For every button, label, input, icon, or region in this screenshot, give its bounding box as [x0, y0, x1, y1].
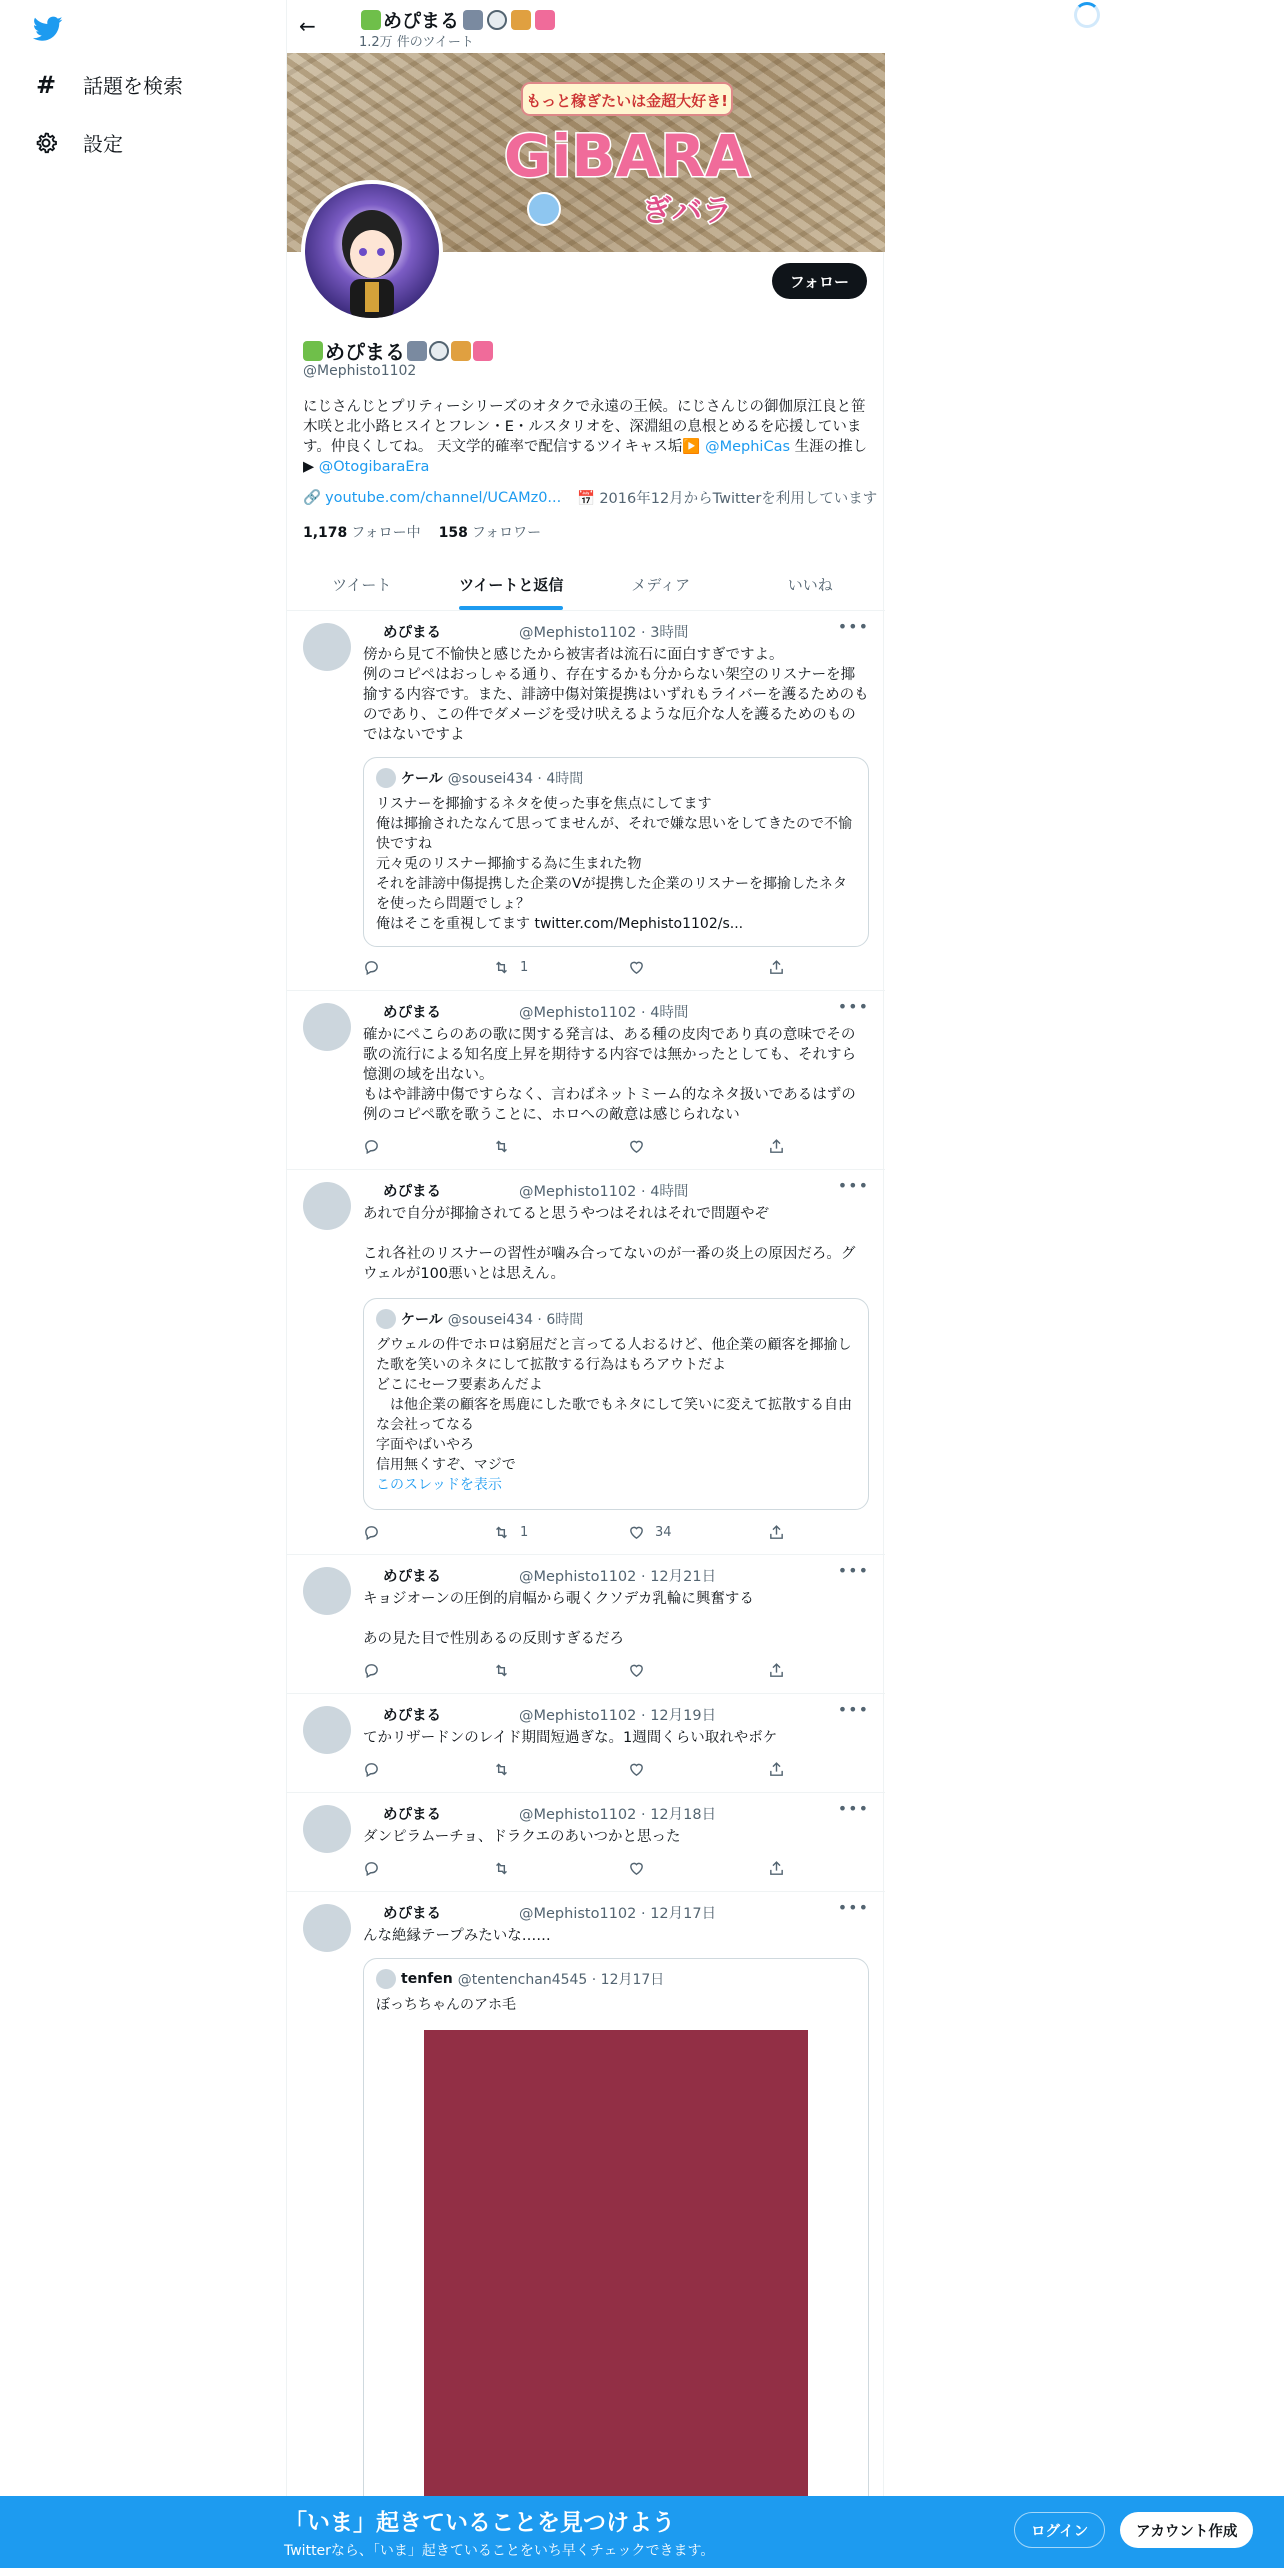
tweet-author-name[interactable]: めぴまる — [383, 1184, 441, 1200]
tweet-meta[interactable]: @Mephisto1102 · 3時間 — [519, 625, 689, 641]
sidebar-item-label: 設定 — [83, 132, 123, 156]
tweet-header — [383, 1180, 863, 1201]
followers-link[interactable] — [439, 522, 542, 542]
like-button[interactable] — [628, 1860, 655, 1877]
heart-icon — [628, 959, 645, 976]
gear-icon — [33, 130, 59, 156]
bio-text: にじさんじとプリティーシリーズのオタクで永遠の王候。にじさんじの御伽原江良と笹木咲と北小路ヒスイとフレン・E・ルスタリオを、深淵組の息根とめるを応援しています。仲良くしてね。 天文学的確率で配信するツイキャス垢▶️ — [303, 399, 866, 455]
tweet-actions — [363, 959, 823, 979]
svg-text:ぎバラ: ぎバラ — [642, 194, 732, 229]
tweet-author-name[interactable]: めぴまる — [383, 1005, 441, 1021]
sidebar-item-explore[interactable] — [33, 70, 183, 99]
tweet-author-name[interactable]: めぴまる — [383, 1708, 441, 1724]
quoted-tweet-header — [376, 768, 583, 788]
share-icon — [768, 1138, 785, 1155]
more-options-icon[interactable]: ••• — [837, 617, 869, 636]
flags-emoji-icon — [511, 10, 531, 30]
tweet[interactable] — [287, 611, 885, 991]
retweet-button[interactable] — [493, 1761, 520, 1778]
quoted-author-name: ケール — [401, 771, 443, 787]
floppy-emoji-icon — [463, 10, 483, 30]
signup-prompt-subtitle: Twitterなら、「いま」起きていることをいち早くチェックできます。 — [284, 2543, 715, 2559]
sidebar-item-label: 話題を検索 — [83, 74, 183, 98]
more-options-icon[interactable]: ••• — [837, 1799, 869, 1818]
quoted-meta: @tentenchan4545 · 12月17日 — [457, 1972, 665, 1988]
like-button[interactable] — [628, 1524, 672, 1541]
tweet-avatar[interactable] — [303, 1003, 351, 1051]
follow-button[interactable]: フォロー — [772, 263, 867, 299]
follow-stats — [303, 522, 541, 542]
more-options-icon[interactable]: ••• — [837, 1898, 869, 1917]
tweet-header — [383, 621, 863, 642]
bio-link-mephicas[interactable]: @MephiCas — [705, 439, 791, 455]
reply-button[interactable] — [363, 1524, 380, 1541]
profile-tabs — [287, 558, 885, 611]
quoted-avatar — [376, 768, 396, 788]
twitter-logo-icon[interactable] — [33, 16, 63, 42]
reply-button[interactable] — [363, 959, 380, 976]
signup-prompt-bar — [0, 2496, 1284, 2568]
retweet-button[interactable] — [493, 1524, 528, 1541]
retweet-icon — [493, 1138, 510, 1155]
tweet-header — [383, 1565, 863, 1586]
sparkle-emoji-icon — [303, 341, 323, 361]
reply-icon — [363, 1860, 380, 1877]
retweet-button[interactable] — [493, 1662, 520, 1679]
retweet-button[interactable] — [493, 959, 528, 976]
share-icon — [768, 1761, 785, 1778]
quoted-author-name: tenfen — [401, 1971, 453, 1987]
tweet[interactable] — [287, 1170, 885, 1555]
share-icon — [768, 1662, 785, 1679]
tweet[interactable] — [287, 991, 885, 1170]
tweet-text: あれで自分が揶揄されてると思うやつはそれはそれで問題やぞ これ各社のリスナーの習性が噛み合ってないのが一番の炎上の原因だろ。グウェルが100悪いとは思えん。 — [363, 1206, 856, 1282]
like-count: 34 — [655, 1525, 672, 1540]
reply-button[interactable] — [363, 1860, 380, 1877]
profile-handle: @Mephisto1102 — [303, 363, 417, 379]
hashtag-icon: # — [35, 70, 57, 99]
quoted-avatar — [376, 1969, 396, 1989]
quoted-tweet-text: ぼっちちゃんのアホ毛 — [376, 1997, 516, 2013]
retweet-icon — [493, 1860, 510, 1877]
profile-avatar[interactable] — [301, 180, 443, 322]
heart-icon — [628, 1860, 645, 1877]
more-options-icon[interactable]: ••• — [837, 1561, 869, 1580]
tweet-text: ダンピラムーチョ、ドラクエのあいつかと思った — [363, 1829, 681, 1845]
retweet-count: 1 — [520, 960, 529, 975]
tweet-author-name[interactable]: めぴまる — [383, 1807, 441, 1823]
website-item — [303, 489, 561, 506]
tweet[interactable] — [287, 1892, 885, 2568]
heart-icon — [628, 1662, 645, 1679]
tweet-avatar[interactable] — [303, 1706, 351, 1754]
tweet-header — [383, 1803, 863, 1824]
heart-icon — [628, 1761, 645, 1778]
tweet-actions — [363, 1138, 823, 1158]
tweet-header — [383, 1704, 863, 1725]
header-title-text: めぴまる — [383, 10, 460, 32]
tweet-author-name[interactable]: めぴまる — [383, 1569, 441, 1585]
quoted-author-name: ケール — [401, 1312, 443, 1328]
profile-meta — [303, 487, 877, 508]
clock-emoji-icon — [487, 10, 507, 30]
tweet-text: キョジオーンの圧倒的肩幅から覗くクソデカ乳輪に興奮する あの見た目で性別あるの反則すぎるだろ — [363, 1591, 754, 1647]
tweet-actions — [363, 1524, 823, 1544]
carousel-emoji-icon — [535, 10, 555, 30]
tweet-meta[interactable]: @Mephisto1102 · 12月21日 — [519, 1569, 717, 1585]
tweet-actions — [363, 1860, 823, 1880]
retweet-icon — [493, 959, 510, 976]
quoted-link[interactable]: twitter.com/Mephisto1102/s... — [534, 916, 744, 932]
like-button[interactable] — [628, 1138, 655, 1155]
share-button[interactable] — [768, 959, 785, 976]
main-column — [286, 0, 884, 2568]
sparkle-emoji-icon — [361, 10, 381, 30]
following-label: フォロー中 — [351, 525, 421, 541]
retweet-icon — [493, 1761, 510, 1778]
tab-tweets[interactable]: ツイート — [332, 575, 392, 594]
tweet-avatar[interactable] — [303, 1805, 351, 1853]
header-title — [359, 6, 555, 33]
website-link[interactable]: youtube.com/channel/UCAMz0... — [325, 490, 562, 506]
tweet-header — [383, 1902, 863, 1923]
calendar-icon: 📅 — [577, 491, 596, 507]
tweet-meta[interactable]: @Mephisto1102 · 12月19日 — [519, 1708, 717, 1724]
like-button[interactable] — [628, 1662, 655, 1679]
login-button[interactable]: ログイン — [1014, 2512, 1105, 2548]
tweet-avatar[interactable] — [303, 1182, 351, 1230]
tweet-count: 1.2万 件のツイート — [359, 35, 474, 50]
share-button[interactable] — [768, 1761, 785, 1778]
floppy-emoji-icon — [407, 341, 427, 361]
signup-prompt-title: 「いま」起きていることを見つけよう — [284, 2510, 675, 2536]
followers-label: フォロワー — [471, 525, 542, 541]
retweet-count: 1 — [520, 1525, 529, 1540]
gibara-logo — [482, 71, 752, 241]
quoted-tweet-header — [376, 1969, 664, 1989]
share-button[interactable] — [768, 1138, 785, 1155]
quoted-tweet[interactable] — [363, 1958, 869, 2568]
carousel-emoji-icon — [473, 341, 493, 361]
quoted-media-image[interactable] — [424, 2030, 808, 2500]
share-icon — [768, 959, 785, 976]
tweet-text: 傍から見て不愉快と感じたから被害者は流石に面白すぎですよ。 例のコピペはおっしゃる通り、存在するかも分からない架空のリスナーを揶揄する内容です。また、誹謗中傷対策提携はいずれもライバーを護るためのものであり、この件でダメージを受け吠えるような厄介な人を護るためのものではないですよ — [363, 647, 869, 743]
share-icon — [768, 1524, 785, 1541]
tweet[interactable] — [287, 1694, 885, 1793]
quoted-tweet[interactable] — [363, 1298, 869, 1510]
svg-text:GiBARA: GiBARA — [503, 122, 751, 190]
heart-icon — [628, 1138, 645, 1155]
quoted-tweet[interactable] — [363, 757, 869, 947]
sidebar-item-settings[interactable] — [33, 128, 123, 157]
tweet-text: 確かにぺこらのあの歌に関する発言は、ある種の皮肉であり真の意味でその歌の流行による知名度上昇を期待する内容では無かったとしても、それすら憶測の域を出ない。 もはや誹謗中傷ですらなく、言わばネットミーム的なネタ扱いであるはずの例のコピペ歌を歌うことに、ホロへの敵意は感じられない — [363, 1027, 856, 1123]
tweet-text: んな絶縁テープみたいな…… — [363, 1928, 551, 1944]
profile-name-text: めぴまる — [325, 340, 405, 364]
tweet-avatar[interactable] — [303, 623, 351, 671]
quoted-tweet-header — [376, 1309, 583, 1329]
tweet-text: てかリザードンのレイド期間短過ぎな。1週間くらい取れやボケ — [363, 1730, 778, 1746]
like-button[interactable] — [628, 959, 655, 976]
tweet-meta[interactable]: @Mephisto1102 · 12月17日 — [519, 1906, 717, 1922]
retweet-icon — [493, 1662, 510, 1679]
tweet-meta[interactable]: @Mephisto1102 · 4時間 — [519, 1005, 689, 1021]
tweet[interactable] — [287, 1555, 885, 1694]
quoted-meta: @sousei434 · 6時間 — [447, 1312, 584, 1328]
quoted-meta: @sousei434 · 4時間 — [447, 771, 584, 787]
like-button[interactable] — [628, 1761, 655, 1778]
tab-tweets-and-replies[interactable]: ツイートと返信 — [437, 558, 587, 610]
back-arrow-icon[interactable]: ← — [299, 14, 316, 38]
tweet-avatar[interactable] — [303, 1567, 351, 1615]
tab-likes[interactable]: いいね — [787, 575, 833, 594]
retweet-button[interactable] — [493, 1138, 520, 1155]
tweet-actions — [363, 1761, 823, 1781]
quoted-avatar — [376, 1309, 396, 1329]
profile-bio — [303, 397, 873, 477]
retweet-icon — [493, 1524, 510, 1541]
retweet-button[interactable] — [493, 1860, 520, 1877]
reply-icon — [363, 1761, 380, 1778]
tweet-author-name[interactable]: めぴまる — [383, 625, 441, 641]
more-options-icon[interactable]: ••• — [837, 997, 869, 1016]
reply-icon — [363, 1524, 380, 1541]
reply-button[interactable] — [363, 1761, 380, 1778]
profile-header-bar — [287, 0, 885, 53]
quoted-text: グウェルの件でホロは窮屈だと言ってる人おるけど、他企業の顧客を揶揄した歌を笑いのネタにして拡散する行為はもろアウトだよ どこにセーフ要素あんだよ は他企業の顧客を馬鹿にした歌でもネタにして笑いに変えて拡散する自由な会社ってなる 字面やばいやろ 信用無くすぞ、マジで — [376, 1337, 852, 1473]
share-button[interactable] — [768, 1524, 785, 1541]
quoted-text: リスナーを揶揄するネタを使った事を焦点にしてます 俺は揶揄されたなんて思ってませんが、それで嫌な思いをしてきたので不愉快ですね 元々兎のリスナー揶揄する為に生まれた物 それを誹謗中傷提携した企業のVが提携した企業のリスナーを揶揄したネタを使ったら問題でしょ？ 俺はそこを重視してます — [376, 796, 852, 932]
bio-link-otogibaraera[interactable]: @OtogibaraEra — [318, 459, 430, 475]
tweet-meta[interactable]: @Mephisto1102 · 12月18日 — [519, 1807, 717, 1823]
heart-icon — [628, 1524, 645, 1541]
share-icon — [768, 1860, 785, 1877]
show-thread-link[interactable]: このスレッドを表示 — [376, 1477, 502, 1493]
share-button[interactable] — [768, 1860, 785, 1877]
tweet-author-name[interactable]: めぴまる — [383, 1906, 441, 1922]
more-options-icon[interactable]: ••• — [837, 1700, 869, 1719]
reply-icon — [363, 1138, 380, 1155]
profile-name — [303, 336, 493, 365]
tweet-actions — [363, 1662, 823, 1682]
reply-icon — [363, 959, 380, 976]
signup-button[interactable]: アカウント作成 — [1120, 2512, 1253, 2548]
quoted-tweet-text — [376, 794, 858, 934]
tweet-avatar[interactable] — [303, 1904, 351, 1952]
svg-text:もっと稼ぎたいは金超大好き!: もっと稼ぎたいは金超大好き! — [526, 92, 728, 110]
joined-text: 2016年12月からTwitterを利用しています — [599, 491, 878, 507]
joined-item — [577, 487, 877, 508]
link-icon: 🔗 — [303, 490, 322, 506]
following-link[interactable] — [303, 522, 421, 542]
bio-text-mid: 生涯の推し▶ — [303, 439, 868, 475]
share-button[interactable] — [768, 1662, 785, 1679]
quoted-tweet-text — [376, 1335, 858, 1495]
followers-count: 158 — [438, 525, 468, 541]
loading-spinner-icon — [1074, 2, 1100, 28]
tweet[interactable] — [287, 1793, 885, 1892]
reply-button[interactable] — [363, 1138, 380, 1155]
tweet-meta[interactable]: @Mephisto1102 · 4時間 — [519, 1184, 689, 1200]
flags-emoji-icon — [451, 341, 471, 361]
reply-icon — [363, 1662, 380, 1679]
tweet-header — [383, 1001, 863, 1022]
clock-emoji-icon — [429, 341, 449, 361]
reply-button[interactable] — [363, 1662, 380, 1679]
tab-media[interactable]: メディア — [631, 575, 691, 594]
following-count: 1,178 — [303, 525, 348, 541]
more-options-icon[interactable]: ••• — [837, 1176, 869, 1195]
